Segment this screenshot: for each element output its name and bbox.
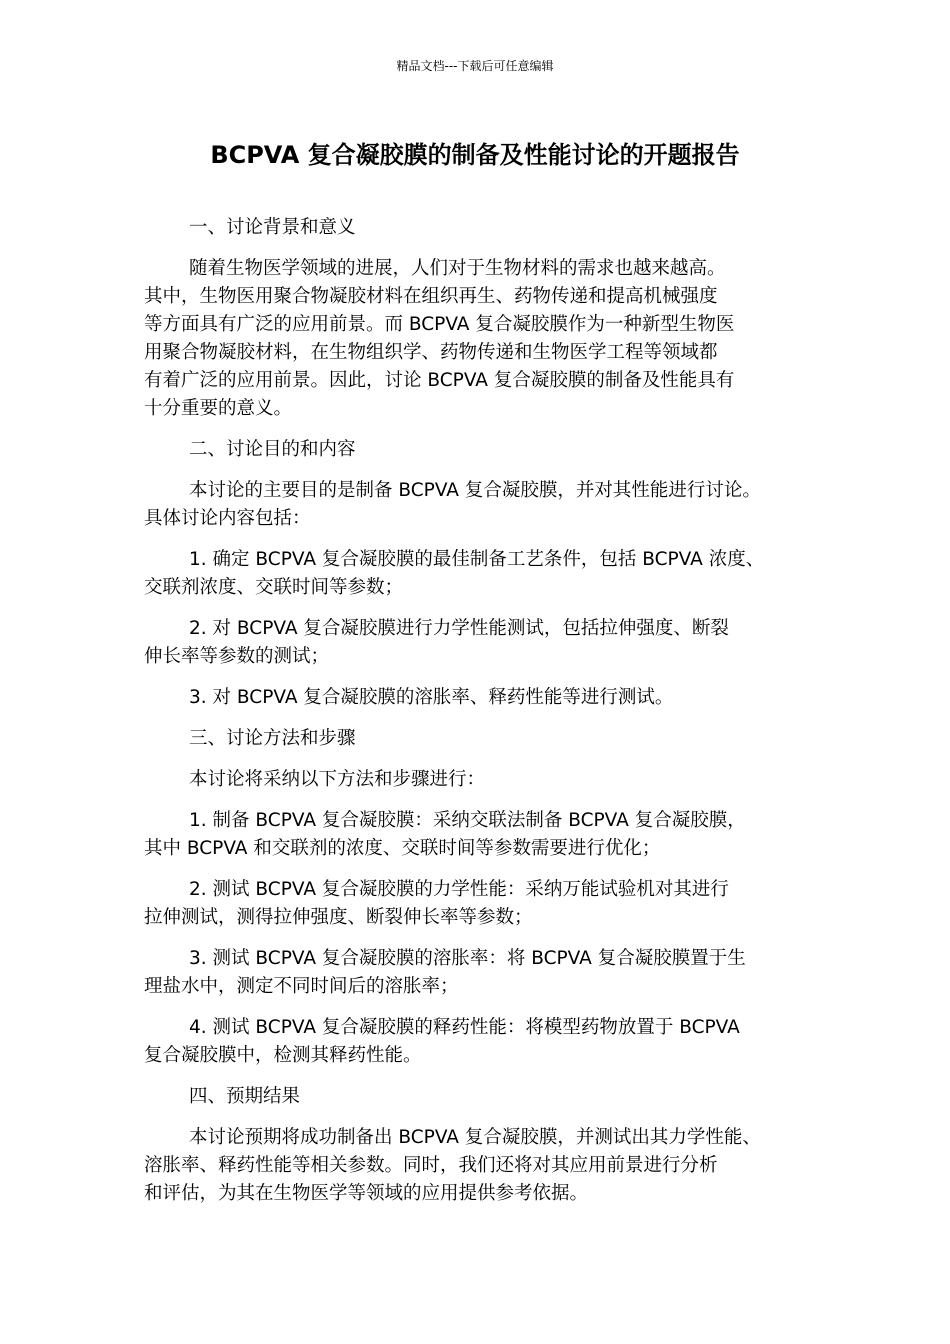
list-item-method-3: 3. 测试 BCPVA 复合凝胶膜的溶胀率：将 BCPVA 复合凝胶膜置于生 理盐水中，测定不同时间后的溶胀率； [144,948,746,997]
list-item-method-4: 4. 测试 BCPVA 复合凝胶膜的释药性能：将模型药物放置于 BCPVA 复合凝胶膜中，检测其释药性能。 [144,1017,740,1066]
paragraph-methods: 本讨论将采纳以下方法和步骤进行： [189,769,486,790]
paragraph-results: 本讨论预期将成功制备出 BCPVA 复合凝胶膜，并测试出其力学性能、 溶胀率、释药性能等相关参数。同时，我们还将对其应用前景进行分析 和评估，为其在生物医学等领域的应用提供参考依据。 [144,1127,761,1204]
list-item-method-2: 2. 测试 BCPVA 复合凝胶膜的力学性能：采纳万能试验机对其进行 拉伸测试，测得拉伸强度、断裂伸长率等参数； [144,879,729,928]
list-item-objective-2: 2. 对 BCPVA 复合凝胶膜进行力学性能测试，包括拉伸强度、断裂 伸长率等参数的测试； [144,618,729,667]
list-item-method-1: 1. 制备 BCPVA 复合凝胶膜：采纳交联法制备 BCPVA 复合凝胶膜， 其中 BCPVA 和交联剂的浓度、交联时间等参数需要进行优化； [144,810,746,859]
paragraph-objectives: 本讨论的主要目的是制备 BCPVA 复合凝胶膜，并对其性能进行讨论。 具体讨论内容包括： [144,480,761,529]
section-heading-methods: 三、讨论方法和步骤 [189,728,356,749]
section-heading-background: 一、讨论背景和意义 [189,217,356,238]
page-header: 精品文档---下载后可任意编辑 [396,59,554,73]
section-heading-objectives: 二、讨论目的和内容 [189,439,356,460]
section-heading-results: 四、预期结果 [189,1086,301,1107]
paragraph-background: 随着生物医学领域的进展，人们对于生物材料的需求也越来越高。 其中，生物医用聚合物凝胶材料在组织再生、药物传递和提高机械强度 等方面具有广泛的应用前景。而 BCPVA 复合凝胶膜作为一种新型生物医 用聚合物凝胶材料，在生物组织学、药物传递和生物医学工程等领域都 有着广泛的应用前景。因此，讨论 BCPVA 复合凝胶膜的制备及性能具有 十分重要的意义。 [144,258,735,419]
list-item-objective-3: 3. 对 BCPVA 复合凝胶膜的溶胀率、释药性能等进行测试。 [189,687,674,708]
document-body [144,214,816,1221]
list-item-objective-1: 1. 确定 BCPVA 复合凝胶膜的最佳制备工艺条件，包括 BCPVA 浓度、 交联剂浓度、交联时间等参数； [144,549,765,598]
document-title: BCPVA 复合凝胶膜的制备及性能讨论的开题报告 [210,141,740,169]
